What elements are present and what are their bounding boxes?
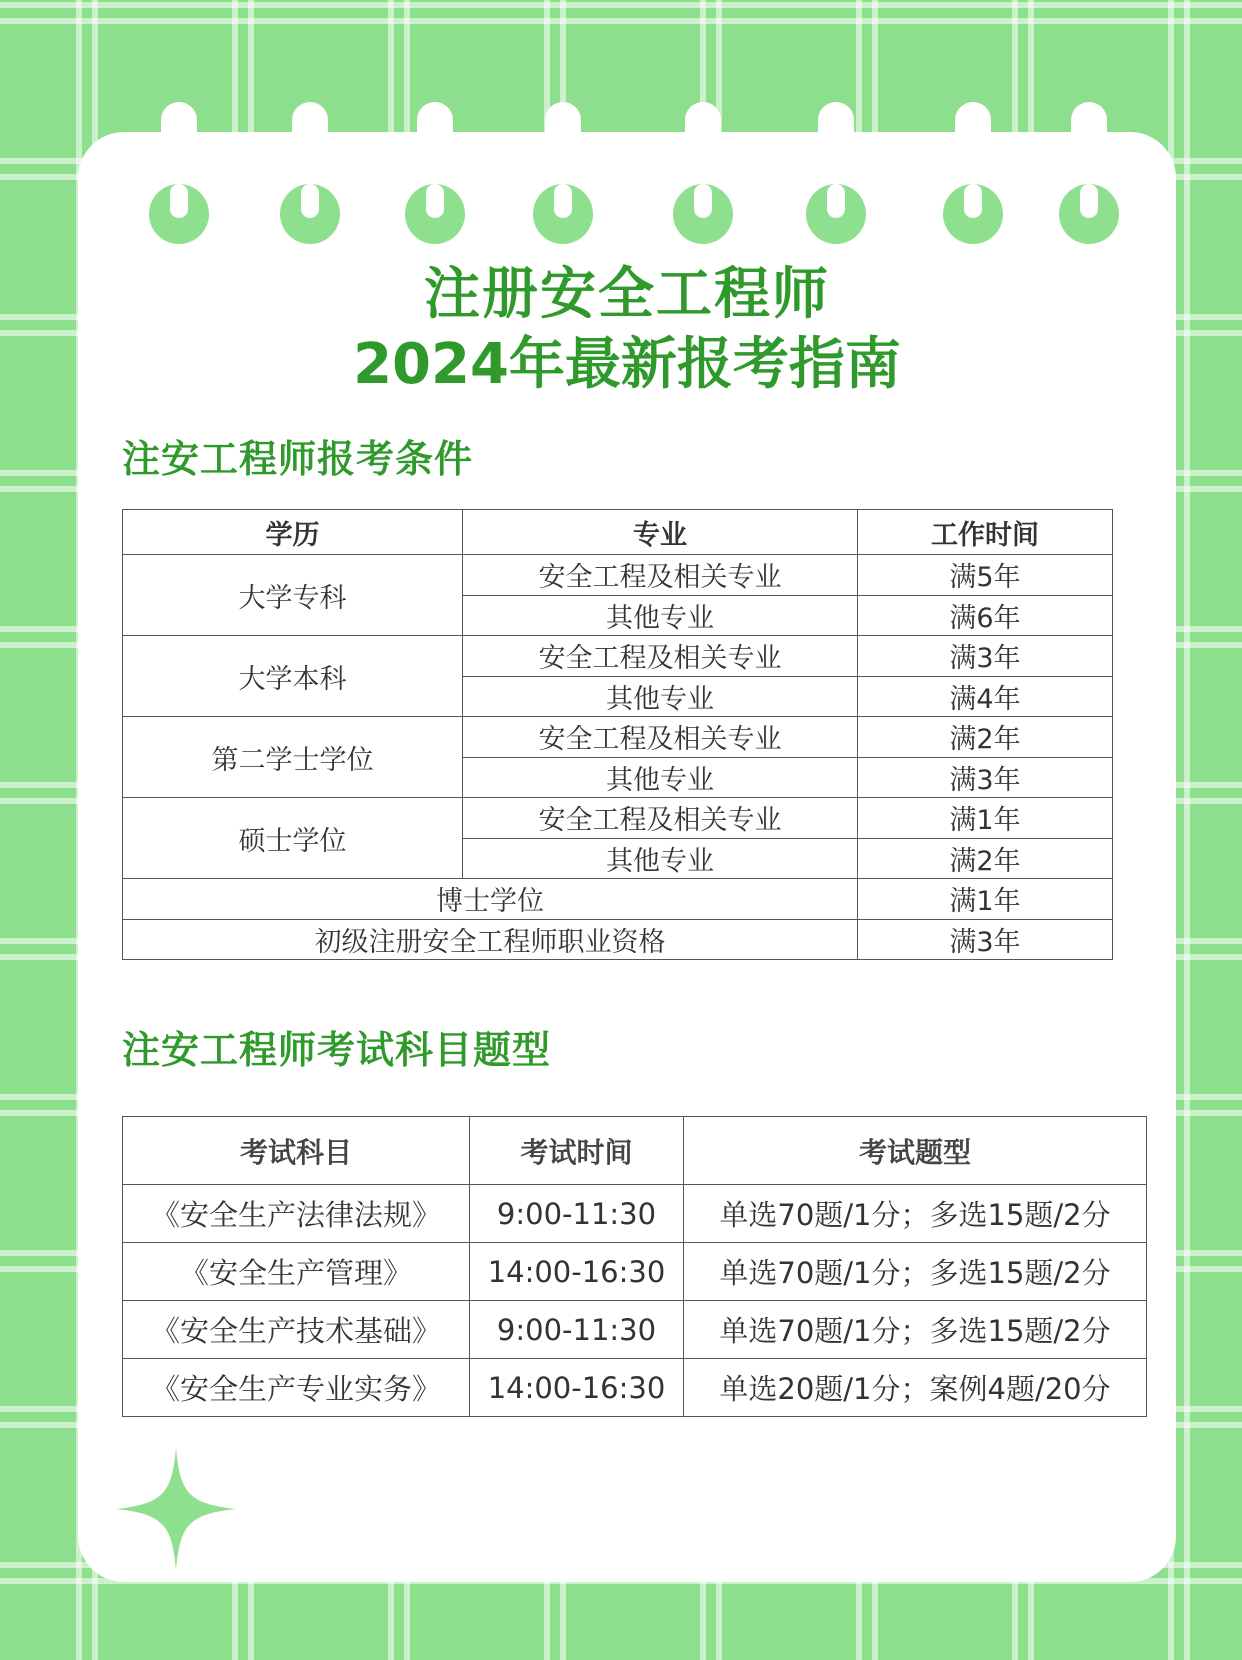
column-header: 工作时间 [858, 510, 1113, 555]
table-row [123, 919, 1113, 960]
binder-ring-icon [1059, 184, 1119, 244]
work-time-cell: 满4年 [858, 676, 1113, 717]
major-cell: 安全工程及相关专业 [463, 555, 858, 596]
major-cell: 安全工程及相关专业 [463, 717, 858, 758]
binder-ring-icon [149, 184, 209, 244]
work-time-cell: 满6年 [858, 595, 1113, 636]
table-header-row [123, 510, 1113, 555]
sparkle-icon [116, 1448, 236, 1570]
binder-ring-icon [806, 184, 866, 244]
major-cell: 安全工程及相关专业 [463, 636, 858, 677]
section-heading-subjects: 注安工程师考试科目题型 [122, 1028, 552, 1072]
major-cell: 安全工程及相关专业 [463, 798, 858, 839]
binder-ring-icon [673, 184, 733, 244]
column-header: 考试科目 [123, 1117, 470, 1185]
column-header: 考试题型 [684, 1117, 1147, 1185]
subject-cell: 《安全生产专业实务》 [123, 1359, 470, 1417]
table-row [123, 1301, 1147, 1359]
work-time-cell: 满1年 [858, 798, 1113, 839]
question-type-cell: 单选70题/1分；多选15题/2分 [684, 1243, 1147, 1301]
major-cell: 其他专业 [463, 595, 858, 636]
column-header: 学历 [123, 510, 463, 555]
work-time-cell: 满3年 [858, 919, 1113, 960]
question-type-cell: 单选70题/1分；多选15题/2分 [684, 1301, 1147, 1359]
section-heading-conditions: 注安工程师报考条件 [122, 437, 474, 481]
table-row [123, 1185, 1147, 1243]
education-cell: 硕士学位 [123, 798, 463, 879]
exam-time-cell: 9:00-11:30 [470, 1301, 684, 1359]
table-row [123, 798, 1113, 839]
table-row [123, 636, 1113, 677]
column-header: 专业 [463, 510, 858, 555]
education-cell: 大学专科 [123, 555, 463, 636]
binder-ring-icon [943, 184, 1003, 244]
conditions-table [122, 509, 1113, 960]
qualification-cell: 博士学位 [123, 879, 858, 920]
work-time-cell: 满2年 [858, 717, 1113, 758]
binder-ring-icon [405, 184, 465, 244]
major-cell: 其他专业 [463, 838, 858, 879]
exam-time-cell: 14:00-16:30 [470, 1359, 684, 1417]
work-time-cell: 满3年 [858, 757, 1113, 798]
question-type-cell: 单选70题/1分；多选15题/2分 [684, 1185, 1147, 1243]
binder-ring-icon [280, 184, 340, 244]
work-time-cell: 满3年 [858, 636, 1113, 677]
table-row [123, 555, 1113, 596]
column-header: 考试时间 [470, 1117, 684, 1185]
table-row [123, 717, 1113, 758]
subjects-table [122, 1116, 1147, 1417]
table-row [123, 1243, 1147, 1301]
work-time-cell: 满5年 [858, 555, 1113, 596]
major-cell: 其他专业 [463, 676, 858, 717]
qualification-cell: 初级注册安全工程师职业资格 [123, 919, 858, 960]
subject-cell: 《安全生产技术基础》 [123, 1301, 470, 1359]
education-cell: 大学本科 [123, 636, 463, 717]
exam-time-cell: 9:00-11:30 [470, 1185, 684, 1243]
page-title: 注册安全工程师 [424, 262, 830, 327]
table-row [123, 879, 1113, 920]
table-row [123, 1359, 1147, 1417]
work-time-cell: 满1年 [858, 879, 1113, 920]
subject-cell: 《安全生产法律法规》 [123, 1185, 470, 1243]
question-type-cell: 单选20题/1分；案例4题/20分 [684, 1359, 1147, 1417]
page-subtitle: 2024年最新报考指南 [353, 332, 901, 397]
education-cell: 第二学士学位 [123, 717, 463, 798]
major-cell: 其他专业 [463, 757, 858, 798]
subject-cell: 《安全生产管理》 [123, 1243, 470, 1301]
binder-ring-icon [533, 184, 593, 244]
exam-time-cell: 14:00-16:30 [470, 1243, 684, 1301]
work-time-cell: 满2年 [858, 838, 1113, 879]
table-header-row [123, 1117, 1147, 1185]
